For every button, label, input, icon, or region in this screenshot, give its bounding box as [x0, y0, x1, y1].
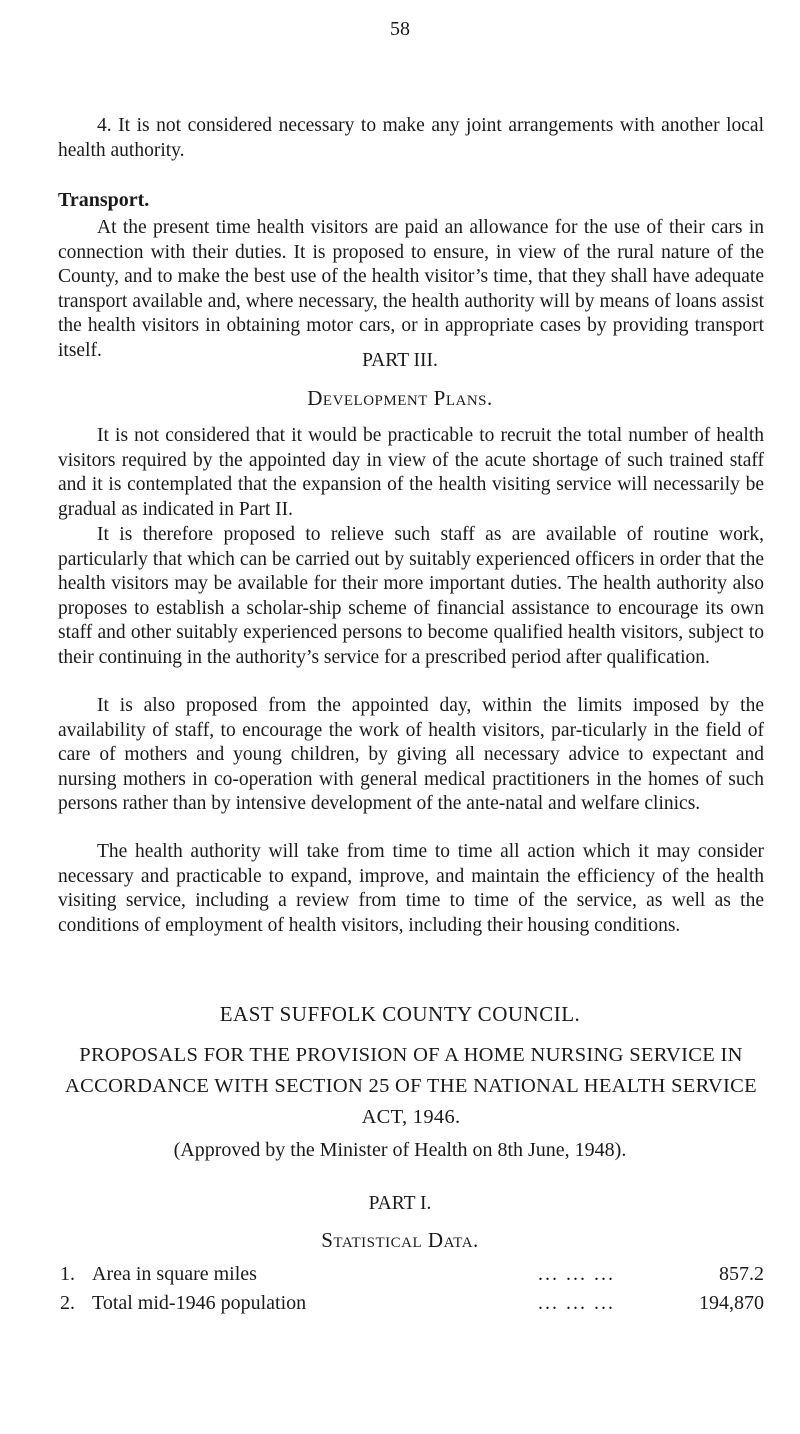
council-title: EAST SUFFOLK COUNTY COUNCIL. — [219, 1002, 581, 1026]
statistic-value: 194,870 — [699, 1292, 764, 1314]
page-number: 58 — [390, 18, 410, 40]
intro-paragraph: 4. It is not considered necessary to make any joint arrangements with another local health authority. — [58, 115, 764, 161]
development-paragraph-4: The health authority will take from time to time all action which it may consider necessary and practicable to expand, improve, and maintain the efficiency of the health visiting service, including a review from time to time of the service, as well as the conditions of employment of health visitors, including their housing conditions. — [58, 841, 764, 936]
statistic-row-area — [60, 1263, 764, 1289]
development-paragraph-2: It is therefore proposed to relieve such staff as are available of routine work, particularly that which can be carried out by suitably experienced officers in order that the health visitors may be available for their more important duties. The health authority also proposes to establish a scholar-ship scheme of financial assistance to encourage its own staff and other suitably experienced persons to become qualified health visitors, subject to their continuing in the authority’s service for a prescribed period after qualification. — [58, 524, 764, 668]
leader-dots: ... ... ... — [538, 1263, 615, 1285]
part-1-title: PART I. — [368, 1193, 432, 1214]
statistic-row-population — [60, 1292, 764, 1318]
statistic-number: 2. — [60, 1292, 75, 1314]
proposal-title: PROPOSALS FOR THE PROVISION OF A HOME NURSING SERVICE IN ACCORDANCE WITH SECTION 25 OF THE NATIONAL HEALTH SERVICE ACT, 1946. — [65, 1044, 757, 1128]
statistic-value: 857.2 — [719, 1263, 764, 1285]
part-3-title: PART III. — [362, 350, 438, 371]
statistic-number: 1. — [60, 1263, 75, 1285]
approval-note: (Approved by the Minister of Health on 8th June, 1948). — [173, 1139, 627, 1161]
transport-heading: Transport. — [58, 189, 150, 211]
statistic-label: Total mid-1946 population — [92, 1292, 307, 1314]
part-3-subtitle: Development Plans. — [307, 386, 493, 410]
development-paragraph-3: It is also proposed from the appointed day, within the limits imposed by the availability of staff, to encourage the work of health visitors, par-ticularly in the field of care of mothers and young children, by giving all necessary advice to expectant and nursing mothers in co-operation with general medical practitioners in the homes of such persons rather than by intensive development of the ante-natal and welfare clinics. — [58, 695, 764, 814]
development-paragraph-1: It is not considered that it would be practicable to recruit the total number of health visitors required by the appointed day in view of the acute shortage of such trained staff and it is contemplated that the expansion of the health visiting service will necessarily be gradual as indicated in Part II. — [58, 425, 764, 520]
part-1-subtitle: Statistical Data. — [321, 1228, 479, 1252]
leader-dots: ... ... ... — [538, 1292, 615, 1314]
statistic-label: Area in square miles — [92, 1263, 257, 1285]
transport-paragraph: At the present time health visitors are paid an allowance for the use of their cars in connection with their duties. It is proposed to ensure, in view of the rural nature of the County, and to make the best use of the health visitor’s time, that they shall have adequate transport available and, where necessary, the health authority will by means of loans assist the health visitors in obtaining motor cars, or in appropriate cases by providing transport itself. — [58, 217, 764, 361]
